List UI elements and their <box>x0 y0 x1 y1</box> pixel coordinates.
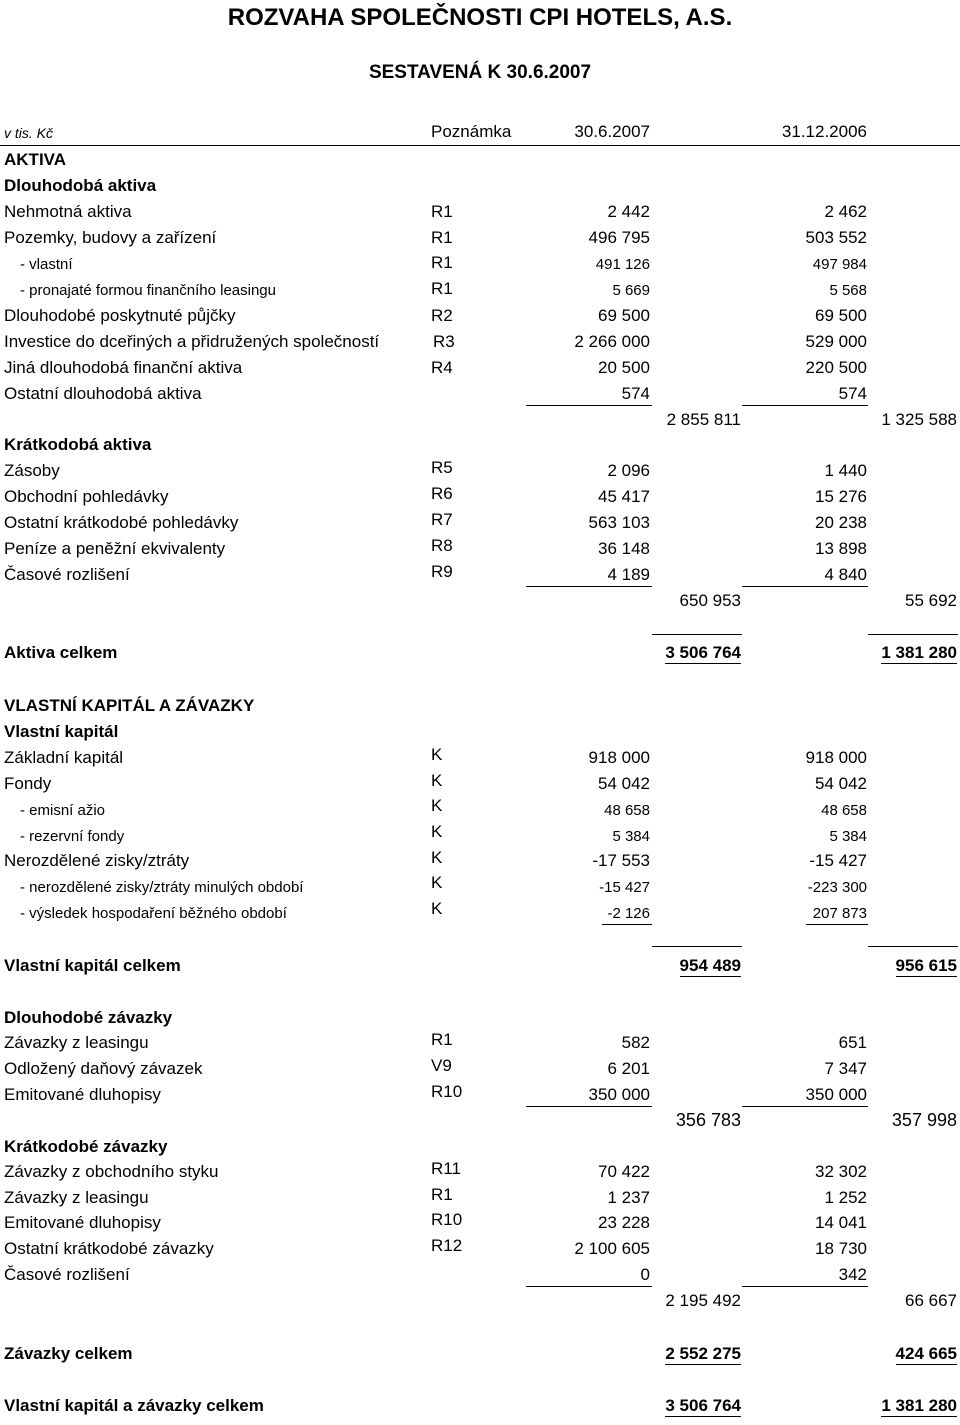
subtotal-2006: 55 692 <box>905 591 957 610</box>
subtotal-rule <box>742 405 868 406</box>
table-row <box>0 771 960 800</box>
row-note: R1 <box>431 202 453 221</box>
row-value-2006: 32 302 <box>815 1162 867 1181</box>
row-note: R9 <box>431 562 453 581</box>
row-value-2007: 48 658 <box>604 802 650 819</box>
row-value-2007: 2 442 <box>607 202 650 221</box>
page-title: ROZVAHA SPOLEČNOSTI CPI HOTELS, A.S. <box>227 4 733 31</box>
table-row <box>0 306 960 332</box>
row-value-2006: 5 384 <box>829 828 867 845</box>
row-value-2006: 18 730 <box>815 1239 867 1258</box>
table-row <box>0 745 960 774</box>
total-rule <box>868 946 958 947</box>
subtotal-rule <box>742 1106 868 1107</box>
row-value-2007: 4 189 <box>607 565 650 584</box>
row-label: Emitované dluhopisy <box>4 1085 161 1104</box>
row-note: R7 <box>431 510 453 529</box>
row-value-2007: -15 427 <box>599 879 650 896</box>
table-row <box>0 1082 960 1111</box>
row-label: Investice do dceřiných a přidružených společností <box>4 332 380 351</box>
row-label: Základní kapitál <box>4 748 124 767</box>
table-row <box>0 1236 960 1265</box>
subsection-heading <box>0 1137 960 1163</box>
subsection-heading <box>0 722 960 748</box>
subtotal-rule <box>526 1106 652 1107</box>
row-value-2007: 918 000 <box>588 748 650 767</box>
row-label: Odložený daňový závazek <box>4 1059 203 1078</box>
row-value-2007: 563 103 <box>588 513 650 532</box>
row-note: R1 <box>431 228 453 247</box>
total-row-aktiva <box>0 643 960 669</box>
total-2007: 3 506 764 <box>665 1396 741 1415</box>
row-note: K <box>431 873 443 892</box>
subsection-heading <box>0 435 960 461</box>
row-label: Závazky z obchodního styku <box>4 1162 219 1181</box>
subtotal-row <box>0 1110 960 1136</box>
row-note: K <box>431 745 443 764</box>
row-note: R2 <box>431 306 453 325</box>
total-2007: 2 552 275 <box>665 1344 741 1363</box>
section-heading-aktiva <box>0 150 960 176</box>
table-row <box>0 332 960 358</box>
heading-text: Vlastní kapitál <box>4 722 119 741</box>
row-note: R10 <box>431 1082 463 1101</box>
row-note: K <box>431 899 443 918</box>
row-value-2006: 13 898 <box>815 539 867 558</box>
table-row <box>0 796 960 828</box>
table-row <box>0 1210 960 1239</box>
row-label: Vlastní kapitál celkem <box>4 956 181 975</box>
row-value-2006: 2 462 <box>824 202 867 221</box>
section-heading-pasiva <box>0 696 960 722</box>
row-note: K <box>431 796 443 815</box>
row-label: Zásoby <box>4 461 60 480</box>
row-value-2006: 1 440 <box>824 461 867 480</box>
row-label: - výsledek hospodaření běžného období <box>20 905 287 922</box>
row-label: Dlouhodobé poskytnuté půjčky <box>4 306 236 325</box>
subsection-heading <box>0 1008 960 1034</box>
row-value-2006: 497 984 <box>812 256 867 273</box>
subtotal-2007: 650 953 <box>679 591 741 610</box>
row-label: Nehmotná aktiva <box>4 202 132 221</box>
row-value-2006: 1 252 <box>824 1188 867 1207</box>
table-row <box>0 873 960 905</box>
row-note: R8 <box>431 536 453 555</box>
heading-text: AKTIVA <box>4 150 67 169</box>
row-note: R1 <box>431 1030 453 1049</box>
row-label: Nerozdělené zisky/ztráty <box>4 851 190 870</box>
total-2006: 1 381 280 <box>881 1396 957 1415</box>
row-value-2006: 574 <box>838 384 867 403</box>
table-row <box>0 358 960 384</box>
row-value-2006: 918 000 <box>805 748 867 767</box>
row-note: R5 <box>431 458 453 477</box>
row-label: Vlastní kapitál a závazky celkem <box>4 1396 264 1415</box>
subtotal-2006: 66 667 <box>905 1291 957 1310</box>
row-value-2006: 220 500 <box>805 358 867 377</box>
page-subtitle: SESTAVENÁ K 30.6.2007 <box>368 62 592 83</box>
table-row <box>0 228 960 254</box>
row-label: Fondy <box>4 774 52 793</box>
row-value-2006: 5 568 <box>829 282 867 299</box>
row-value-2006: 4 840 <box>824 565 867 584</box>
total-2006: 1 381 280 <box>881 643 957 662</box>
row-label: - nerozdělené zisky/ztráty minulých období <box>20 879 304 896</box>
table-row <box>0 1056 960 1085</box>
table-row <box>0 253 960 282</box>
row-value-2006: 207 873 <box>812 905 867 922</box>
row-note: K <box>431 771 443 790</box>
subtotal-rule <box>602 924 652 925</box>
heading-text: Krátkodobé závazky <box>4 1137 168 1156</box>
row-label: - pronajaté formou finančního leasingu <box>20 282 276 299</box>
table-row <box>0 848 960 877</box>
row-value-2006: 48 658 <box>821 802 867 819</box>
row-value-2006: 14 041 <box>815 1213 867 1232</box>
note-column-header: Poznámka <box>431 122 512 141</box>
row-label: Peníze a peněžní ekvivalenty <box>4 539 226 558</box>
row-value-2007: 6 201 <box>607 1059 650 1078</box>
row-label: Časové rozlišení <box>4 565 130 584</box>
subtotal-row <box>0 1291 960 1317</box>
row-label: Aktiva celkem <box>4 643 118 662</box>
subtotal-rule <box>526 586 652 587</box>
row-label: Ostatní krátkodobé pohledávky <box>4 513 239 532</box>
table-row <box>0 458 960 487</box>
table-row <box>0 202 960 228</box>
row-value-2006: 529 000 <box>805 332 867 351</box>
heading-text: Krátkodobá aktiva <box>4 435 152 454</box>
row-value-2007: 5 669 <box>612 282 650 299</box>
row-value-2007: -17 553 <box>592 851 650 870</box>
row-value-2006: 350 000 <box>805 1085 867 1104</box>
total-row-vlastni-kapital <box>0 956 960 982</box>
table-row <box>0 562 960 591</box>
row-note: R6 <box>431 484 453 503</box>
total-row-zavazky <box>0 1344 960 1370</box>
row-note: R3 <box>433 332 455 351</box>
row-value-2007: 2 100 605 <box>574 1239 650 1258</box>
row-note: R12 <box>431 1236 463 1255</box>
row-note: V9 <box>431 1056 452 1075</box>
total-rule <box>652 634 742 635</box>
row-value-2006: 69 500 <box>815 306 867 325</box>
row-value-2007: 350 000 <box>588 1085 650 1104</box>
row-value-2006: -223 300 <box>807 879 867 896</box>
header-rule <box>0 145 960 146</box>
row-value-2007: 45 417 <box>598 487 650 506</box>
row-value-2007: 0 <box>640 1265 650 1284</box>
row-value-2007: 1 237 <box>607 1188 650 1207</box>
row-value-2007: -2 126 <box>607 905 650 922</box>
subtotal-rule <box>526 1286 652 1287</box>
col2-header: 31.12.2006 <box>781 122 867 141</box>
row-note: R11 <box>431 1159 461 1178</box>
row-label: Pozemky, budovy a zařízení <box>4 228 217 247</box>
heading-text: VLASTNÍ KAPITÁL A ZÁVAZKY <box>4 696 255 715</box>
row-value-2007: 54 042 <box>598 774 650 793</box>
row-value-2007: 69 500 <box>598 306 650 325</box>
row-label: Ostatní krátkodobé závazky <box>4 1239 214 1258</box>
subtotal-row <box>0 591 960 617</box>
col1-header: 30.6.2007 <box>574 122 650 141</box>
row-note: R4 <box>431 358 453 377</box>
subtotal-2007: 2 195 492 <box>665 1291 741 1310</box>
total-2006: 424 665 <box>895 1344 957 1363</box>
row-value-2006: -15 427 <box>809 851 867 870</box>
row-value-2007: 574 <box>621 384 650 403</box>
table-row <box>0 1265 960 1291</box>
subtotal-rule <box>526 405 652 406</box>
row-note: K <box>431 822 443 841</box>
row-value-2007: 2 096 <box>607 461 650 480</box>
total-rule <box>652 946 742 947</box>
row-value-2006: 20 238 <box>815 513 867 532</box>
row-value-2007: 582 <box>621 1033 650 1052</box>
row-label: - rezervní fondy <box>20 828 125 845</box>
table-row <box>0 899 960 931</box>
table-row <box>0 384 960 410</box>
row-value-2007: 5 384 <box>612 828 650 845</box>
subtotal-2006: 1 325 588 <box>881 410 957 429</box>
table-row <box>0 484 960 513</box>
row-note: K <box>431 848 443 867</box>
row-value-2007: 496 795 <box>588 228 650 247</box>
table-row <box>0 536 960 565</box>
row-label: - emisní ažio <box>20 802 106 819</box>
row-note: R1 <box>431 253 453 272</box>
row-value-2006: 651 <box>838 1033 867 1052</box>
table-row <box>0 279 960 308</box>
row-note: R1 <box>431 279 453 298</box>
row-label: Závazky z leasingu <box>4 1033 149 1052</box>
row-label: Časové rozlišení <box>4 1265 130 1284</box>
row-value-2006: 54 042 <box>815 774 867 793</box>
row-value-2007: 491 126 <box>595 256 650 273</box>
heading-text: Dlouhodobé závazky <box>4 1008 173 1027</box>
table-row <box>0 1030 960 1059</box>
table-row <box>0 1159 960 1188</box>
row-value-2006: 7 347 <box>824 1059 867 1078</box>
table-row <box>0 1185 960 1214</box>
table-row <box>0 510 960 539</box>
row-label: Jiná dlouhodobá finanční aktiva <box>4 358 243 377</box>
total-rule <box>868 634 958 635</box>
heading-text: Dlouhodobá aktiva <box>4 176 157 195</box>
row-label: Závazky z leasingu <box>4 1188 149 1207</box>
subtotal-rule <box>742 1286 868 1287</box>
subtotal-2007: 356 783 <box>675 1110 741 1130</box>
row-value-2007: 23 228 <box>598 1213 650 1232</box>
row-value-2007: 20 500 <box>598 358 650 377</box>
subsection-heading <box>0 176 960 202</box>
row-label: Závazky celkem <box>4 1344 133 1363</box>
row-label: Obchodní pohledávky <box>4 487 169 506</box>
subtotal-row <box>0 410 960 436</box>
row-value-2007: 70 422 <box>598 1162 650 1181</box>
unit-label: v tis. Kč <box>4 125 54 141</box>
subtotal-rule <box>742 586 868 587</box>
row-value-2006: 503 552 <box>805 228 867 247</box>
row-value-2007: 2 266 000 <box>574 332 650 351</box>
total-2006: 956 615 <box>895 956 957 975</box>
row-label: Ostatní dlouhodobá aktiva <box>4 384 202 403</box>
row-note: R1 <box>431 1185 453 1204</box>
row-value-2006: 15 276 <box>815 487 867 506</box>
subtotal-2007: 2 855 811 <box>666 410 741 429</box>
row-value-2007: 36 148 <box>598 539 650 558</box>
total-2007: 3 506 764 <box>665 643 741 662</box>
row-note: R10 <box>431 1210 463 1229</box>
row-label: Emitované dluhopisy <box>4 1213 161 1232</box>
subtotal-rule <box>806 924 868 925</box>
row-value-2006: 342 <box>838 1265 867 1284</box>
subtotal-2006: 357 998 <box>891 1110 957 1130</box>
total-2007: 954 489 <box>679 956 741 975</box>
row-label: - vlastní <box>20 256 73 273</box>
total-row-pasiva <box>0 1396 960 1422</box>
